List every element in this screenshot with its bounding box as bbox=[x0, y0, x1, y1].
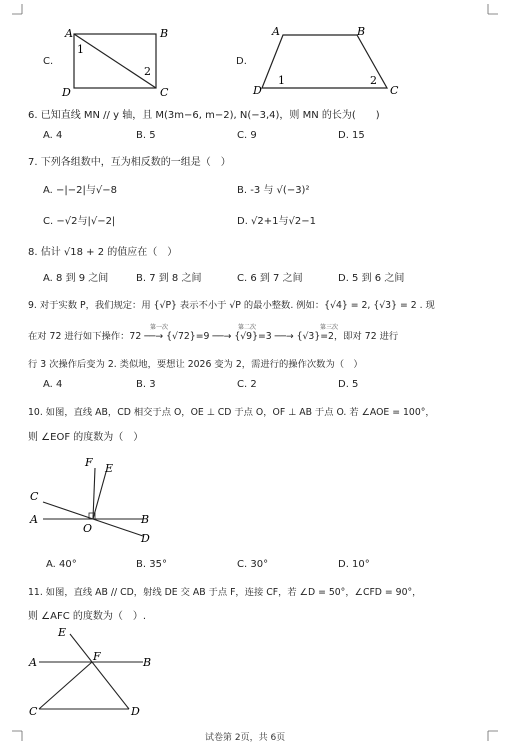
q9-option-b: B. 3 bbox=[136, 379, 156, 390]
figure-option-d: D. bbox=[236, 56, 247, 67]
label-d: D bbox=[253, 84, 262, 97]
q10-option-d: D. 10° bbox=[338, 559, 370, 570]
label-f: F bbox=[85, 456, 93, 469]
label-d: D bbox=[141, 532, 150, 545]
q9-step-label-3: 第三次 bbox=[320, 324, 339, 331]
label-d: D bbox=[131, 705, 140, 718]
q11-figure bbox=[25, 622, 165, 722]
question-11-line-2: 则 ∠AFC 的度数为（ ）. bbox=[28, 611, 147, 622]
label-angle-2: 2 bbox=[370, 74, 377, 87]
question-9-line-3: 行 3 次操作后变为 2. 类似地，要想让 2026 变为 2，需进行的操作次数为（ ） bbox=[28, 359, 363, 370]
q9-step-label-1: 第一次 bbox=[150, 324, 169, 331]
q10-option-b: B. 35° bbox=[136, 559, 167, 570]
label-e: E bbox=[105, 462, 114, 475]
label-angle-1: 1 bbox=[278, 74, 285, 87]
label-a: A bbox=[65, 27, 73, 40]
question-7-stem: 7. 下列各组数中，互为相反数的一组是（ ） bbox=[28, 157, 231, 168]
q9-step-label-2: 第二次 bbox=[238, 324, 257, 331]
label-b: B bbox=[357, 25, 366, 38]
q10-option-a: A. 40° bbox=[46, 559, 77, 570]
figure-option-c: C. bbox=[43, 56, 54, 67]
page-footer: 试卷第 2页，共 6页 bbox=[205, 733, 286, 743]
q8-option-b: B. 7 到 8 之间 bbox=[136, 273, 202, 284]
question-9-line-2: 在对 72 进行如下操作：72 ──→ {√72}=9 ──→ {√9}=3 ──→ {√3}=2，即对 72 进行 bbox=[28, 331, 399, 342]
q10-option-c: C. 30° bbox=[237, 559, 269, 570]
q6-option-d: D. 15 bbox=[338, 130, 365, 141]
q6-option-c: C. 9 bbox=[237, 130, 257, 141]
label-b: B bbox=[160, 27, 169, 40]
label-c: C bbox=[29, 705, 38, 718]
label-c: C bbox=[30, 490, 39, 503]
label-o: O bbox=[83, 522, 93, 535]
q10-figure bbox=[25, 450, 165, 550]
question-8-stem: 8. 估计 √18 + 2 的值应在（ ） bbox=[28, 247, 178, 258]
q9-option-a: A. 4 bbox=[43, 379, 63, 390]
label-a: A bbox=[272, 25, 280, 38]
question-10-line-2: 则 ∠EOF 的度数为（ ） bbox=[28, 432, 144, 443]
q7-option-b: B. -3 与 √(−3)² bbox=[237, 185, 310, 196]
rectangle-figure bbox=[55, 25, 175, 100]
q9-option-c: C. 2 bbox=[237, 379, 257, 390]
label-e: E bbox=[58, 626, 67, 639]
trapezoid-figure bbox=[250, 22, 410, 100]
label-a: A bbox=[29, 656, 37, 669]
question-11-line-1: 11. 如图，直线 AB // CD，射线 DE 交 AB 于点 F，连接 CF，若 ∠D = 50°，∠CFD = 90°， bbox=[28, 587, 422, 598]
q7-option-c: C. −√2与|√−2| bbox=[43, 216, 116, 227]
q8-option-d: D. 5 到 6 之间 bbox=[338, 273, 405, 284]
question-10-line-1: 10. 如图，直线 AB，CD 相交于点 O，OE ⊥ CD 于点 O，OF ⊥ AB 于点 O. 若 ∠AOE = 100°， bbox=[28, 407, 435, 418]
q8-option-a: A. 8 到 9 之间 bbox=[43, 273, 109, 284]
q6-option-a: A. 4 bbox=[43, 130, 63, 141]
label-c: C bbox=[390, 84, 399, 97]
label-a: A bbox=[30, 513, 38, 526]
question-9-line-1: 9. 对于实数 P，我们规定：用 {√P} 表示不小于 √P 的最小整数. 例如：{√4} = 2, {√3} = 2 . 现 bbox=[28, 300, 435, 311]
q7-option-a: A. −|−2|与√−8 bbox=[43, 185, 117, 196]
q6-option-b: B. 5 bbox=[136, 130, 156, 141]
q9-option-d: D. 5 bbox=[338, 379, 359, 390]
label-f: F bbox=[93, 650, 101, 663]
label-b: B bbox=[143, 656, 152, 669]
label-angle-2: 2 bbox=[144, 65, 151, 78]
label-c: C bbox=[160, 86, 169, 99]
q8-option-c: C. 6 到 7 之间 bbox=[237, 273, 303, 284]
label-angle-1: 1 bbox=[77, 43, 84, 56]
q7-option-d: D. √2+1与√2−1 bbox=[237, 216, 317, 227]
label-b: B bbox=[141, 513, 150, 526]
question-6-stem: 6. 已知直线 MN // y 轴，且 M(3m−6, m−2), N(−3,4)，则 MN 的长为( ) bbox=[28, 110, 380, 121]
label-d: D bbox=[62, 86, 71, 99]
